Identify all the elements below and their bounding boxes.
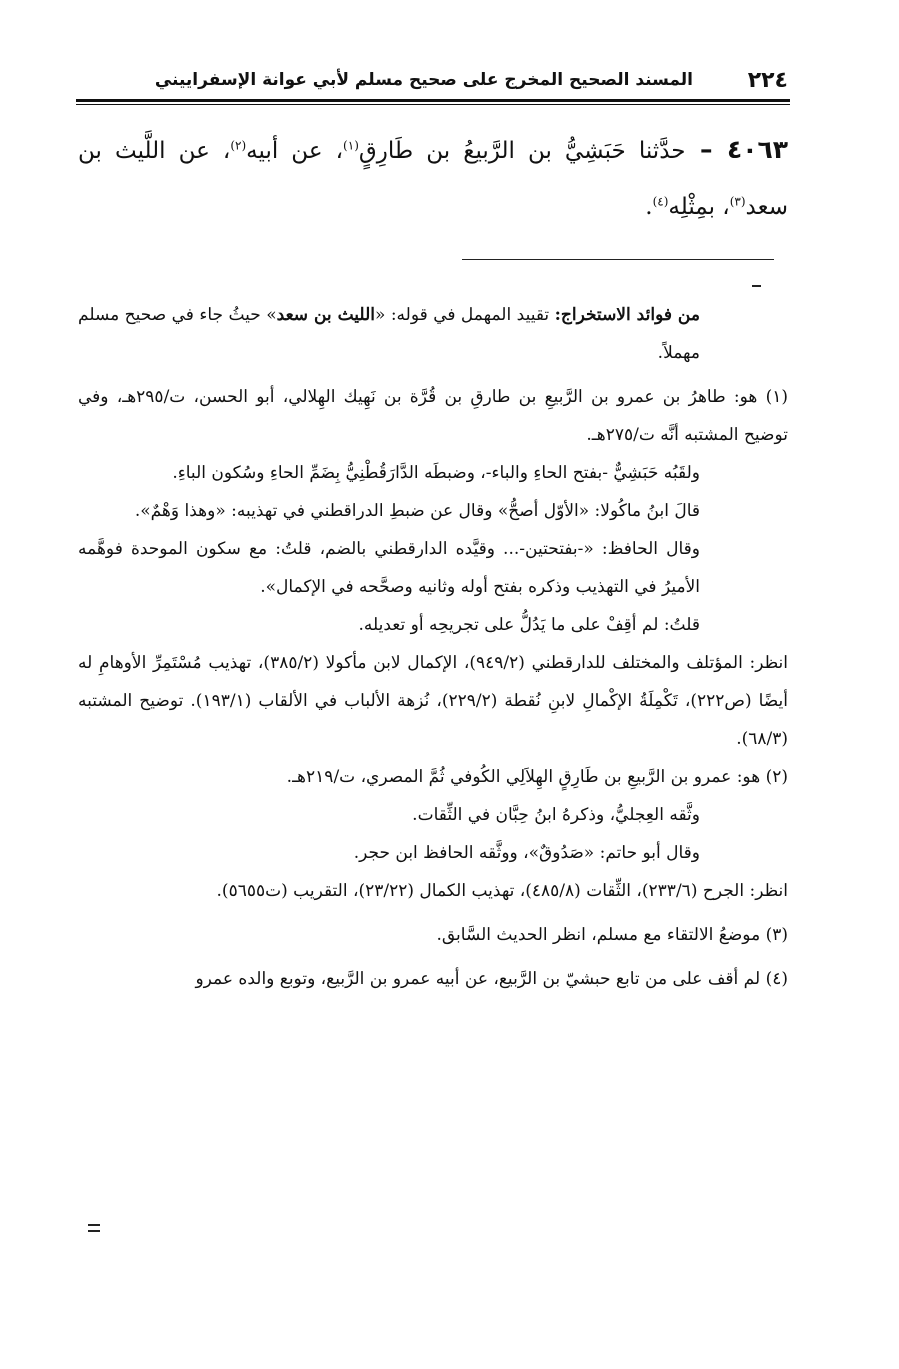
footnote-2: (٢) هو: عمرو بن الرَّبيعِ بن طَارِقٍ الهِلاَلِي الكُوفي ثُمَّ المصري، ت/٢١٩هـ.	[286, 767, 788, 787]
footnote-ref-3: (٣)	[729, 194, 746, 209]
print-mark	[88, 1224, 100, 1226]
hadith-text-part: حدَّثنا حَبَشِيُّ بن الرَّبيعُ بن طَارِقٍ	[358, 138, 686, 164]
hadith-dash: –	[685, 135, 727, 164]
page-number: ٢٢٤	[747, 68, 788, 93]
footnote-ref-4: (٤)	[652, 194, 669, 209]
running-title: المسند الصحيح المخرج على صحيح مسلم لأبي عوانة الإسفراييني	[154, 70, 693, 90]
benefit-text: » حيثُ جاء في صحيح مسلم مهملاً.	[78, 305, 700, 363]
hadith-number: ٤٠٦٣	[726, 135, 788, 164]
footnote-1-detail: قلتُ: لم أقِفْ على ما يَدُلُّ على تجريحِه أو تعديله.	[358, 615, 700, 635]
footnote-4: (٤) لم أقف على من تابع حبشيّ بن الرَّبيع، عن أبيه عمرو بن الرَّبيع، وتوبع والده عمرو	[195, 969, 788, 989]
extraction-benefit	[78, 296, 788, 372]
footnote-2-detail: وثَّقه العِجليُّ، وذكرهُ ابنُ حِبَّان في الثِّقات.	[412, 805, 700, 825]
hadith-text	[78, 122, 788, 235]
footnote-1: (١) هو: طاهرُ بن عمرو بن الرَّبيعِ بن طارقِ بن قُرَّة بن نَهِيك الهِلالي، أبو الحسن، ت/٢٩٥هـ، وفي توضيح المشتبه أنَّه ت/٢٧٥هـ.	[78, 387, 788, 445]
header-rule	[76, 99, 790, 102]
hadith-text-part: ، بمِثْلِه	[668, 194, 730, 220]
footnote-1-references: انظر: المؤتلف والمختلف للدارقطني (٩٤٩/٢)، الإكمال لابن مأكولا (٣٨٥/٢)، تهذيب مُسْتَمِرِّ الأوهامِ له أيضًا (ص٢٢٢)، تَكْمِلَةُ الإكْمالِ لابنِ نُقطة (٢٢٩/٢)، نُزهة الألباب في الألقاب (١٩٣/١). توضيح المشتبه (٦٨/٣).	[78, 653, 789, 749]
print-mark	[88, 1230, 100, 1232]
footnote-ref-2: (٢)	[230, 138, 247, 153]
page-header	[78, 66, 788, 96]
benefit-name: الليث بن سعد	[276, 305, 375, 325]
benefit-text: تقييد المهمل في قوله: «	[374, 305, 555, 325]
footnote-ref-1: (١)	[343, 138, 359, 153]
footnote-2-detail: وقال أبو حاتم: «صَدُوقٌ»، ووثَّقه الحافظ ابن حجر.	[353, 843, 700, 863]
hadith-text-part: ، عن اللَّيث بن سعد	[78, 138, 788, 220]
benefit-label: من فوائد الاستخراج:	[554, 305, 700, 325]
footnotes	[78, 296, 788, 998]
print-mark	[752, 285, 761, 287]
footnote-2-references: انظر: الجرح (٢٣٣/٦)، الثِّقات (٤٨٥/٨)، تهذيب الكمال (٢٣/٢٢)، التقريب (ت٥٦٥٥).	[216, 881, 788, 901]
footnote-1-detail: ولقَبُه حَبَشِيٌّ -بفتح الحاءِ والباء-، وضبطَه الدَّارَقُطْنِيُّ بِضَمِّ الحاءِ وسُكون الباءِ.	[172, 463, 700, 483]
hadith-text-part: .	[645, 194, 653, 220]
footnote-separator	[462, 259, 774, 260]
footnote-3: (٣) موضعُ الالتقاء مع مسلم، انظر الحديث السَّابق.	[436, 925, 788, 945]
header-rule-thin	[76, 104, 790, 105]
hadith-text-part: ، عن أبيه	[246, 138, 344, 164]
footnote-1-detail: قالَ ابنُ ماكُولا: «الأوّل أصحُّ» وقال عن ضبطِ الدراقطني في تهذيبه: «وهذا وَهْمٌ».	[134, 501, 700, 521]
footnote-1-detail: وقال الحافظ: «-بفتحتين-... وقيَّده الدارقطني بالضم، قلتُ: مع سكون الموحدة فوهَّمه الأميرُ في التهذيب وذكره بفتح أوله وثانيه وصحَّحه في الإكمال».	[78, 539, 700, 597]
